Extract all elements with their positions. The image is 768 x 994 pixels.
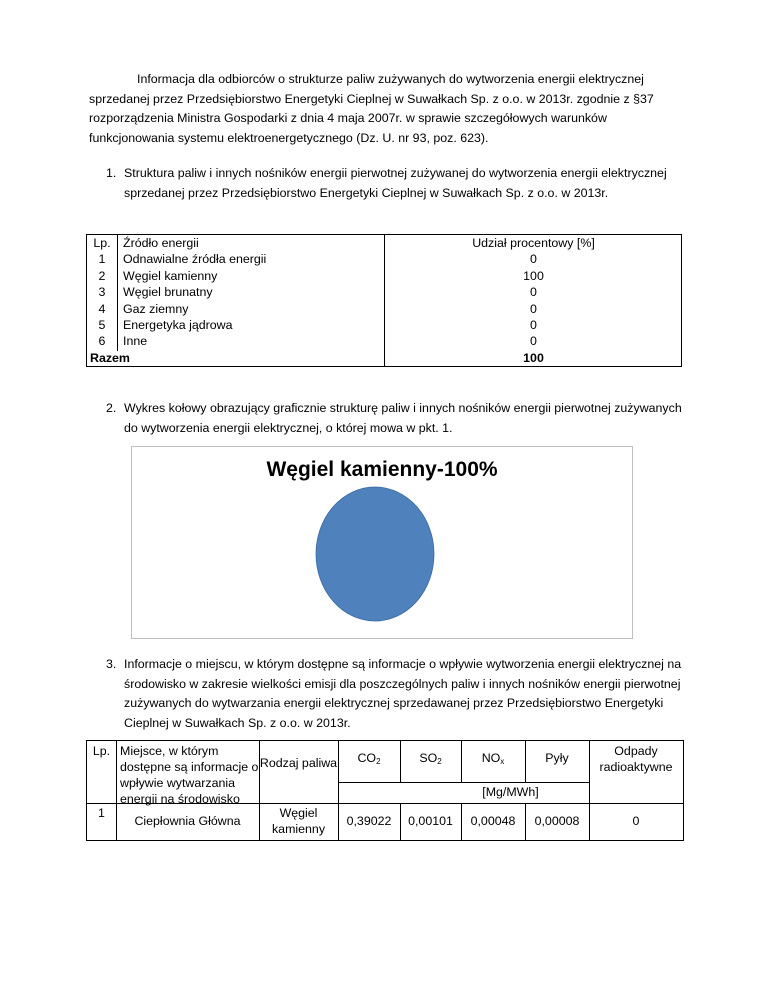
row-share: 0 xyxy=(530,334,537,349)
header-source: Źródło energii xyxy=(123,236,199,250)
row-fuel: Węgiel kamienny xyxy=(271,806,326,836)
row-name: Węgiel kamienny xyxy=(123,268,218,283)
header-place: Miejsce, w którym dostępne są informacje o wpływie wytwarzania energii na środowisko xyxy=(120,744,259,806)
total-value: 100 xyxy=(523,350,544,365)
co2-label: CO xyxy=(357,751,377,765)
row-name: Odnawialne źródła energii xyxy=(123,252,267,267)
section-3 xyxy=(106,655,684,733)
so2-subscript: 2 xyxy=(437,757,442,766)
nox-label: NO xyxy=(481,751,501,765)
row-co2: 0,39022 xyxy=(346,814,392,828)
header-lp: Lp. xyxy=(92,744,111,758)
row-name: Węgiel brunatny xyxy=(123,285,213,300)
row-name: Inne xyxy=(123,334,148,349)
row-name: Gaz ziemny xyxy=(123,301,189,316)
row-lp: 5 xyxy=(98,318,106,332)
header-waste: Odpady radioaktywne xyxy=(599,744,673,774)
row-share: 0 xyxy=(530,252,537,267)
row-share: 100 xyxy=(523,268,544,283)
row-share: 0 xyxy=(530,301,537,316)
table-row xyxy=(87,251,681,267)
header-unit: [Mg/MWh] xyxy=(482,785,539,799)
section-2-number: 2. xyxy=(106,401,117,415)
chart-title: Węgiel kamienny-100% xyxy=(266,458,498,481)
header-so2 xyxy=(400,750,461,770)
row-place: Ciepłownia Główna xyxy=(134,814,241,828)
table-row xyxy=(87,317,681,333)
co2-subscript: 2 xyxy=(376,757,381,766)
row-lp: 6 xyxy=(98,334,106,349)
emissions-table xyxy=(86,740,684,841)
row-dust: 0,00008 xyxy=(534,814,580,828)
header-share: Udział procentowy [%] xyxy=(472,236,595,250)
table-row xyxy=(87,284,681,300)
row-lp: 3 xyxy=(98,285,106,300)
row-lp: 4 xyxy=(98,301,106,316)
table-total-row xyxy=(87,350,681,366)
row-waste: 0 xyxy=(632,814,640,828)
row-lp: 1 xyxy=(98,806,105,820)
row-share: 0 xyxy=(530,285,537,300)
header-fuel: Rodzaj paliwa xyxy=(259,756,338,770)
pie-slices xyxy=(316,487,434,621)
so2-label: SO xyxy=(419,751,438,765)
intro-paragraph xyxy=(89,70,683,148)
table-header-row xyxy=(87,235,681,251)
row-nox: 0,00048 xyxy=(470,814,516,828)
table-row xyxy=(87,301,681,317)
pie-chart-svg xyxy=(132,447,632,638)
header-lp: Lp. xyxy=(93,236,111,250)
row-so2: 0,00101 xyxy=(408,814,453,828)
section-2 xyxy=(106,399,684,438)
table-row xyxy=(87,333,681,349)
intro-text: Informacja dla odbiorców o strukturze paliw zużywanych do wytworzenia energii elektrycznej sprzedanej przez Przedsiębiorstwo Energetyki Cieplnej w Suwałkach Sp. z o.o. w 2013r. zgodnie z §37 rozporządzenia Ministra Gospodarki z dnia 4 maja 2007r. w sprawie szczegółowych warunków funkcjonowania systemu elektroenergetycznego (Dz. U. nr 93, poz. 623). xyxy=(89,72,654,145)
section-1-number: 1. xyxy=(106,166,117,180)
section-1-text: Struktura paliw i innych nośników energii pierwotnej zużywanej do wytworzenia energii elektrycznej sprzedanej przez Przedsiębiorstwo Energetyki Cieplnej w Suwałkach Sp. z o.o. w 2013r. xyxy=(124,166,667,200)
header-dust: Pyły xyxy=(545,751,569,765)
fuel-structure-table xyxy=(86,234,682,367)
section-2-text: Wykres kołowy obrazujący graficznie strukturę paliw i innych nośników energii pierwotnej zużywanych do wytworzenia energii elektrycznej, o której mowa w pkt. 1. xyxy=(124,401,682,435)
total-label: Razem xyxy=(90,350,130,365)
row-lp: 2 xyxy=(98,268,106,283)
row-name: Energetyka jądrowa xyxy=(123,318,233,332)
header-nox xyxy=(461,750,525,770)
header-co2 xyxy=(338,750,400,770)
table-row xyxy=(87,268,681,284)
section-3-number: 3. xyxy=(106,657,117,671)
row-lp: 1 xyxy=(98,252,106,267)
nox-subscript: x xyxy=(500,757,505,766)
pie-chart xyxy=(131,446,633,639)
pie-slice-węgiel-kamienny xyxy=(316,487,434,621)
section-1 xyxy=(106,164,684,203)
row-share: 0 xyxy=(530,318,537,332)
section-3-text: Informacje o miejscu, w którym dostępne są informacje o wpływie wytworzenia energii elektrycznej na środowisko w zakresie wielkości emisji dla poszczególnych paliw i innych nośników energii pierwotnej zużywanych do wytwarzania energii elektrycznej sprzedawanej przez Przedsiębiorstwo Energetyki Cieplnej w Suwałkach Sp. z o.o. w 2013r. xyxy=(124,657,682,730)
